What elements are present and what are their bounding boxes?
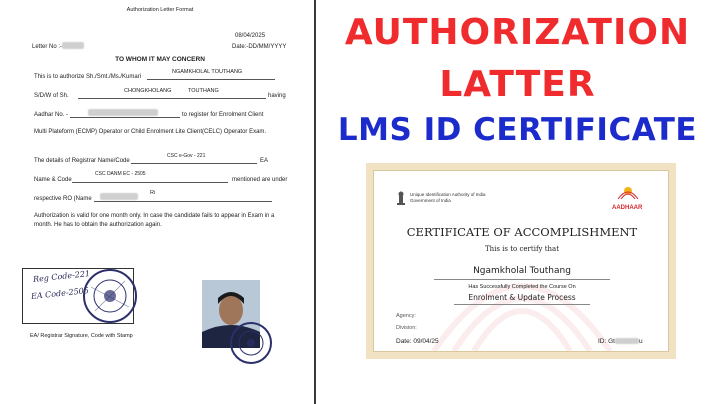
- aadhaar-logo-text: AADHAAR: [612, 205, 643, 211]
- watermark-fingerprint-icon: [374, 201, 670, 351]
- handwritten-ea-code: EA Code-2505: [30, 285, 90, 302]
- registrar-code: CSC e-Gov - 221: [167, 153, 206, 159]
- letter-line5-suffix: EA: [260, 158, 269, 164]
- certificate-division-label: Division:: [396, 325, 417, 331]
- letter-no-redacted: [62, 42, 84, 49]
- heading-authorization: AUTHORIZATION: [344, 12, 691, 53]
- aadhaar-redacted: [88, 109, 158, 116]
- national-emblem-icon: [396, 191, 406, 205]
- letter-para2: month. He has to obtain the authorization again.: [34, 222, 162, 228]
- letter-line6-prefix: Name & Code: [34, 177, 72, 183]
- letter-salutation: TO WHOM IT MAY CONCERN: [115, 56, 205, 63]
- letter-line3-prefix: Aadhar No. -: [34, 112, 69, 118]
- certificate-id: ID: Gt u: [598, 338, 643, 345]
- signature-caption: EA/ Registrar Signature, Code with Stamp: [30, 333, 133, 339]
- certificate-subtitle: This is to certify that: [484, 245, 560, 253]
- certificate-course: Enrolment & Update Process: [468, 293, 576, 302]
- heading-latter: LATTER: [439, 64, 596, 105]
- certificate-title: CERTIFICATE OF ACCOMPLISHMENT: [406, 225, 638, 239]
- letter-date-value: 08/04/2025: [235, 33, 266, 39]
- certificate-date: Date: 09/04/25: [396, 338, 439, 345]
- letter-line3-suffix: to register for Enrolment Client: [182, 112, 264, 118]
- signature-box: [22, 268, 134, 324]
- handwritten-reg-code: Reg Code-221: [32, 269, 91, 284]
- letter-line6-suffix: mentioned are under: [232, 177, 288, 183]
- uidai-org-gov: Government of India: [410, 198, 451, 203]
- aadhaar-logo-icon: [610, 185, 646, 207]
- certificate-id-redacted: [615, 338, 639, 344]
- letter-line2-prefix: S/D/W of Sh.: [34, 93, 69, 99]
- uidai-org-name: Unique Identification Authority of India: [410, 192, 486, 197]
- ro-redacted: [100, 193, 138, 200]
- letter-para1: Authorization is valid for one month only. In case the candidate fails to appear in Exam in a: [34, 213, 275, 219]
- father-first-name: CHONGKHOLANG: [124, 88, 172, 94]
- round-stamp-icon: [81, 267, 139, 325]
- letter-line5-prefix: The details of Registrar Name/Code: [34, 158, 130, 164]
- letter-line7-prefix: respective RO (Name: [34, 196, 92, 202]
- certificate-completed-text: Has Successfully Completed the Course On: [468, 284, 576, 290]
- lms-certificate: [366, 163, 676, 359]
- ea-code: CSC DANM EC - 2505: [95, 171, 146, 177]
- letter-date-label: Date:-DD/MM/YYYY: [232, 44, 287, 50]
- certificate-agency-label: Agency:: [396, 313, 416, 319]
- candidate-name: NGAMKHOLAL TOUTHANG: [172, 69, 243, 75]
- certificate-recipient-name: Ngamkholal Touthang: [473, 266, 571, 276]
- photo-stamp-icon: [228, 320, 274, 366]
- father-last-name: TOUTHANG: [188, 88, 219, 94]
- letter-format-title: Authorization Letter Format: [126, 7, 194, 13]
- heading-lms-id-certificate: LMS ID CERTIFICATE: [337, 112, 698, 148]
- authorization-letter: [0, 0, 314, 404]
- letter-line2-suffix: having: [268, 93, 286, 99]
- ro-name: Ri: [150, 190, 156, 196]
- vertical-divider: [314, 0, 316, 404]
- letter-no-label: Letter No :-: [32, 44, 63, 50]
- letter-line1-prefix: This is to authorize Sh./Smt./Ms./Kumari: [34, 74, 142, 80]
- letter-line4: Multi Plateform (ECMP) Operator or Child Enrolment Lite Client(CELC) Operator Exam.: [34, 129, 267, 135]
